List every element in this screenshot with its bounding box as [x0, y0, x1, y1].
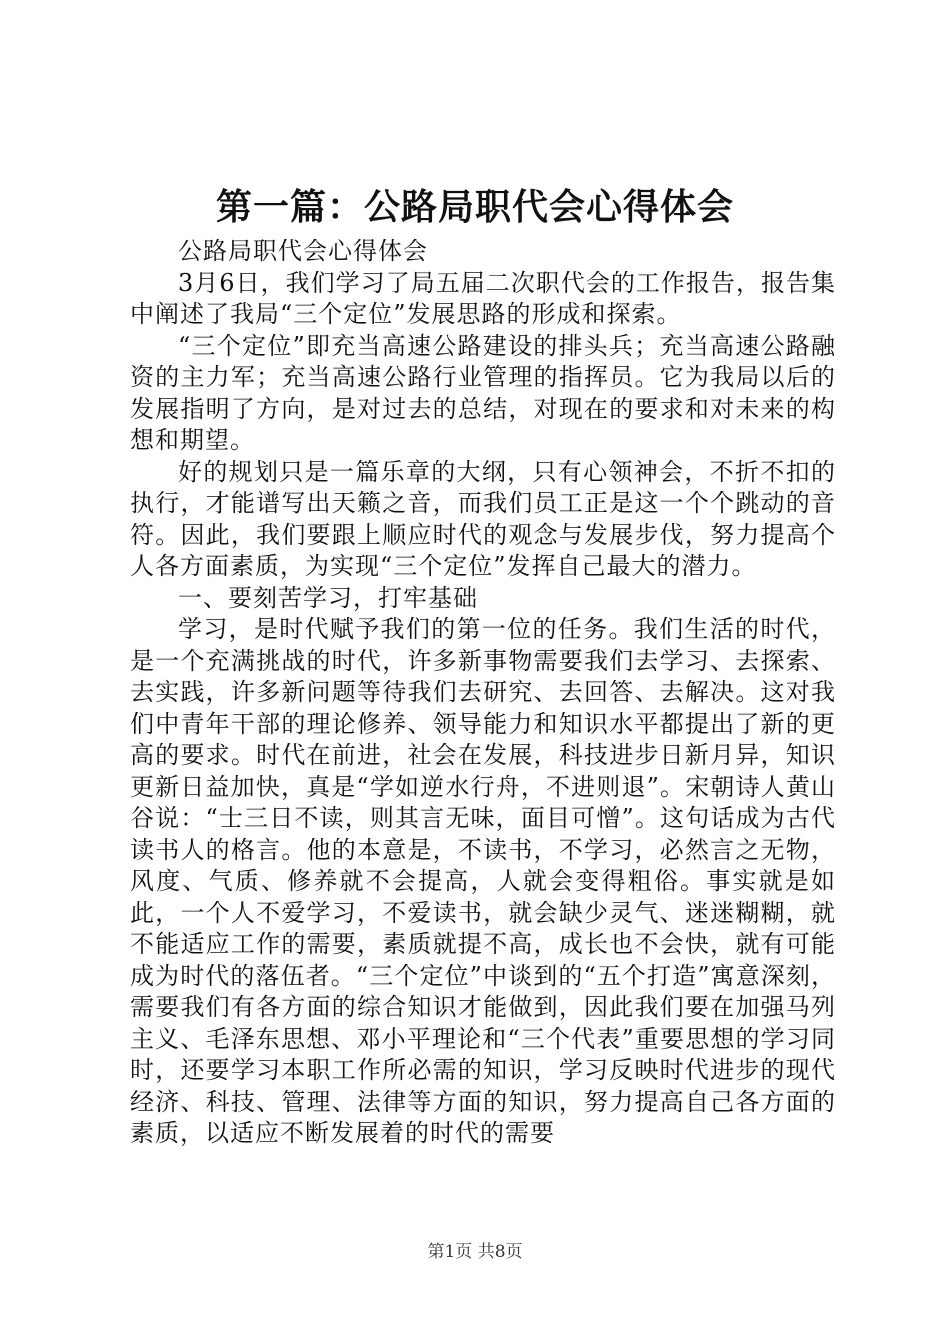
page-number: 第1页 共8页	[427, 1242, 523, 1262]
paragraph: 学习，是时代赋予我们的第一位的任务。我们生活的时代，是一个充满挑战的时代，许多新事物需要我们去学习、去探索、去实践，许多新问题等待我们去研究、去回答、去解决。这对我们中青年干部的理论修养、领导能力和知识水平都提出了新的更高的要求。时代在前进，社会在发展，科技进步日新月异，知识更新日益加快，真是“学如逆水行舟，不进则退”。宋朝诗人黄山谷说：“士三日不读，则其言无味，面目可憎”。这句话成为古代读书人的格言。他的本意是，不读书，不学习，必然言之无物，风度、气质、修养就不会提高，人就会变得粗俗。事实就是如此，一个人不爱学习，不爱读书，就会缺少灵气、迷迷糊糊，就不能适应工作的需要，素质就提不高，成长也不会快，就有可能成为时代的落伍者。“三个定位”中谈到的“五个打造”寓意深刻，需要我们有各方面的综合知识才能做到，因此我们要在加强马列主义、毛泽东思想、邓小平理论和“三个代表”重要思想的学习同时，还要学习本职工作所必需的知识，学习反映时代进步的现代经济、科技、管理、法律等方面的知识，努力提高自己各方面的素质，以适应不断发展着的时代的需要	[130, 615, 836, 1147]
paragraph: “三个定位”即充当高速公路建设的排头兵；充当高速公路融资的主力军；充当高速公路行业管理的指挥员。它为我局以后的发展指明了方向，是对过去的总结，对现在的要求和对未来的构想和期望。	[130, 331, 836, 454]
document-body	[130, 236, 836, 1150]
section-heading: 一、要刻苦学习，打牢基础	[178, 583, 478, 612]
paragraph: 3月6日，我们学习了局五届二次职代会的工作报告，报告集中阐述了我局“三个定位”发展思路的形成和探索。	[130, 268, 836, 328]
document-title: 第一篇：公路局职代会心得体会	[215, 187, 734, 228]
paragraph: 好的规划只是一篇乐章的大纲，只有心领神会，不折不扣的执行，才能谱写出天籁之音，而我们员工正是这一个个跳动的音符。因此，我们要跟上顺应时代的观念与发展步伐，努力提高个人各方面素质，为实现“三个定位”发挥自己最大的潜力。	[130, 457, 836, 580]
paragraph-subtitle: 公路局职代会心得体会	[178, 237, 428, 265]
